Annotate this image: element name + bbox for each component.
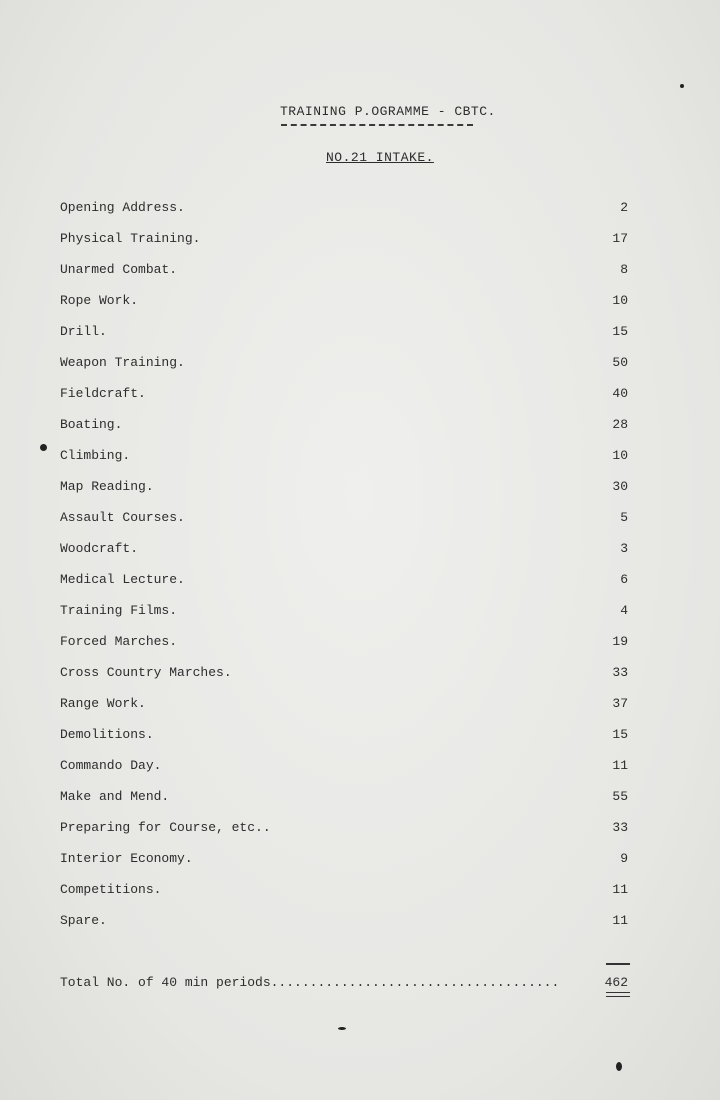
item-count: 10	[612, 448, 628, 463]
item-count: 17	[612, 231, 628, 246]
item-count: 8	[620, 262, 628, 277]
item-count: 10	[612, 293, 628, 308]
list-item	[60, 324, 632, 342]
list-item	[60, 417, 632, 435]
item-count: 37	[612, 696, 628, 711]
item-label: Boating.	[60, 417, 123, 432]
item-label: Training Films.	[60, 603, 178, 618]
item-label: Drill.	[60, 324, 107, 339]
item-label: Map Reading.	[60, 479, 154, 494]
list-item	[60, 231, 632, 249]
list-item	[60, 696, 632, 714]
list-item	[60, 820, 632, 838]
list-item	[60, 541, 632, 559]
item-label: Cross Country Marches.	[60, 665, 232, 680]
list-item	[60, 882, 632, 900]
list-item	[60, 913, 632, 931]
item-count: 33	[612, 665, 628, 680]
item-label: Fieldcraft.	[60, 386, 146, 401]
item-label: Interior Economy.	[60, 851, 193, 866]
list-item	[60, 789, 632, 807]
item-count: 50	[612, 355, 628, 370]
list-item	[60, 479, 632, 497]
item-label: Woodcraft.	[60, 541, 139, 556]
item-count: 11	[612, 882, 628, 897]
item-label: Weapon Training.	[60, 355, 185, 370]
ink-speck	[616, 1062, 622, 1071]
list-item	[60, 665, 632, 683]
item-count: 33	[612, 820, 628, 835]
item-label: Demolitions.	[60, 727, 154, 742]
item-label: Preparing for Course, etc..	[60, 820, 271, 835]
item-label: Assault Courses.	[60, 510, 185, 525]
ink-speck	[338, 1027, 346, 1030]
item-count: 4	[620, 603, 628, 618]
list-item	[60, 572, 632, 590]
item-count: 2	[620, 200, 628, 215]
item-label: Physical Training.	[60, 231, 201, 246]
item-count: 11	[612, 913, 628, 928]
item-count: 28	[612, 417, 628, 432]
title-underline	[281, 124, 473, 126]
item-label: Opening Address.	[60, 200, 185, 215]
list-item	[60, 634, 632, 652]
item-count: 6	[620, 572, 628, 587]
item-label: Rope Work.	[60, 293, 139, 308]
document-title: TRAINING P.OGRAMME - CBTC.	[280, 104, 496, 119]
list-item	[60, 262, 632, 280]
list-item	[60, 510, 632, 528]
item-count: 9	[620, 851, 628, 866]
list-item	[60, 727, 632, 745]
list-item	[60, 386, 632, 404]
list-item	[60, 851, 632, 869]
item-count: 15	[612, 727, 628, 742]
total-rule-bottom	[606, 992, 630, 997]
ink-speck	[680, 84, 684, 88]
item-count: 3	[620, 541, 628, 556]
item-count: 30	[612, 479, 628, 494]
list-item	[60, 448, 632, 466]
item-label: Climbing.	[60, 448, 131, 463]
item-count: 19	[612, 634, 628, 649]
item-label: Competitions.	[60, 882, 162, 897]
list-item	[60, 355, 632, 373]
item-label: Unarmed Combat.	[60, 262, 178, 277]
item-label: Commando Day.	[60, 758, 162, 773]
list-item	[60, 200, 632, 218]
total-row	[60, 975, 632, 993]
total-count: 462	[604, 975, 628, 990]
list-item	[60, 758, 632, 776]
total-rule-top	[606, 963, 630, 965]
item-label: Medical Lecture.	[60, 572, 185, 587]
item-label: Make and Mend.	[60, 789, 170, 804]
item-label: Range Work.	[60, 696, 146, 711]
item-count: 5	[620, 510, 628, 525]
intake-heading: NO.21 INTAKE.	[326, 150, 434, 165]
list-item	[60, 293, 632, 311]
item-count: 55	[612, 789, 628, 804]
list-item	[60, 603, 632, 621]
item-count: 11	[612, 758, 628, 773]
item-count: 15	[612, 324, 628, 339]
item-label: Spare.	[60, 913, 107, 928]
total-label: Total No. of 40 min periods.....................................	[60, 975, 560, 990]
item-count: 40	[612, 386, 628, 401]
item-label: Forced Marches.	[60, 634, 178, 649]
ink-speck	[40, 444, 47, 451]
